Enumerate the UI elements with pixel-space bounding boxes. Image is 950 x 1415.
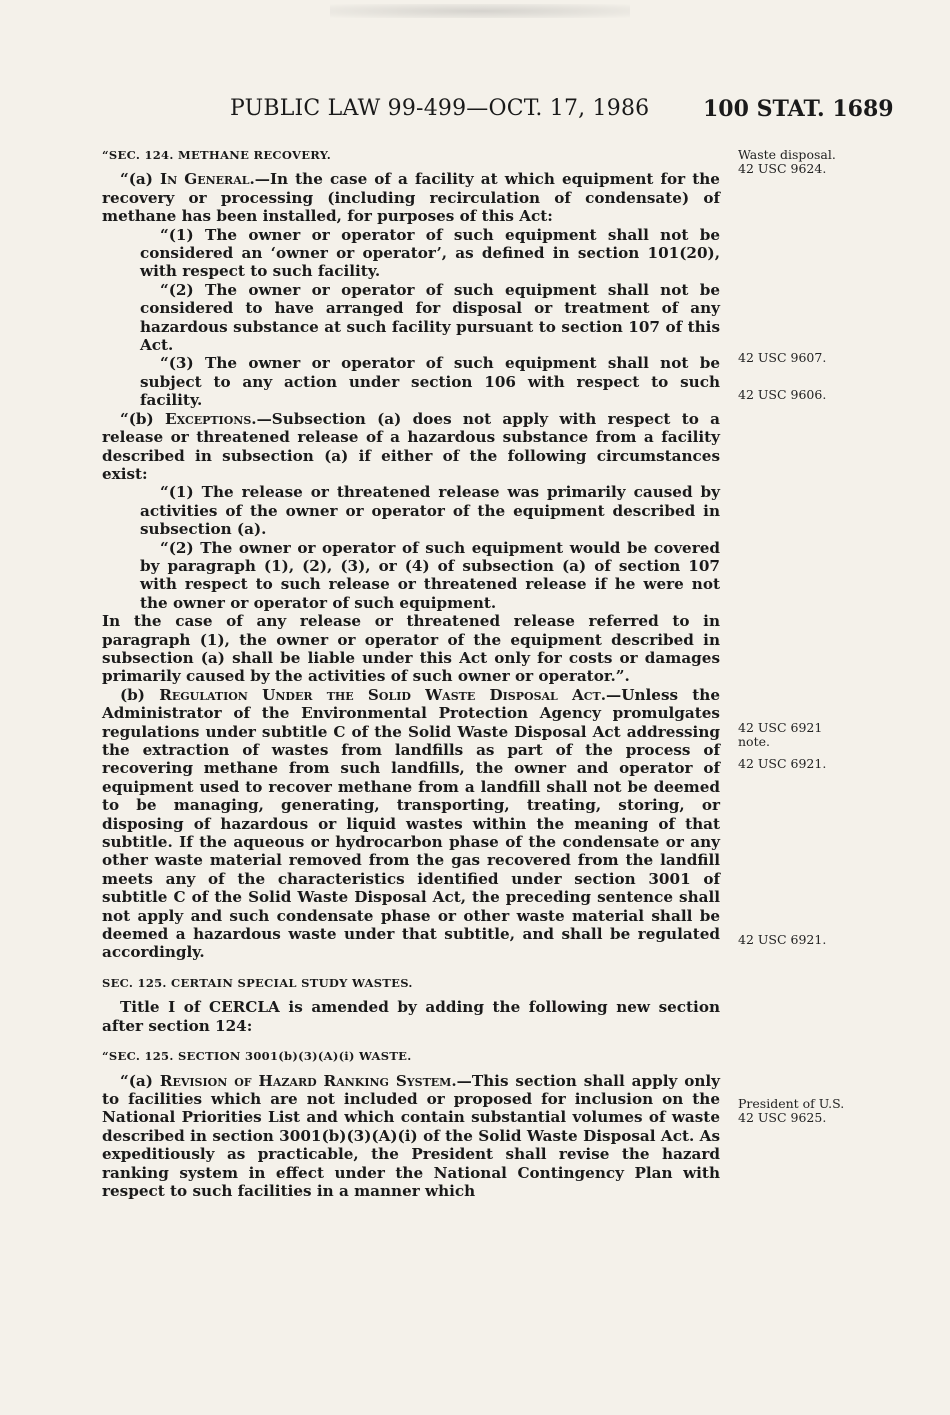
sec-124-b2: “(2) The owner or operator of such equipment would be covered by paragraph (1), (2), (3), or (4) of subsection (a) of section 107 with respect to such release or threatened release if he were not the owner or operator of such equipment. xyxy=(140,538,720,612)
sec-124-b1: “(1) The release or threatened release was primarily caused by activities of the owner or operator of the equipment described in subsection (a). xyxy=(140,483,720,539)
margin-note-6921-b: 42 USC 6921. xyxy=(738,932,827,947)
margin-note-9606: 42 USC 9606. xyxy=(738,387,827,402)
margin-note-9607: 42 USC 9607. xyxy=(738,350,827,365)
sec-125-a-head: Revision of Hazard Ranking System. xyxy=(159,1071,457,1090)
margin-note-president: President of U.S. 42 USC 9625. xyxy=(738,1096,845,1125)
sec-124-heading: “SEC. 124. METHANE RECOVERY. xyxy=(102,148,332,162)
sec-125-sub-heading: “SEC. 125. SECTION 3001(b)(3)(A)(i) WASTE. xyxy=(102,1049,412,1064)
sec-124-b: “(b) Exceptions.—Subsection (a) does not apply with respect to a release or threatened release of a hazardous substance from a facility described in subsection (a) if either of the following circumstances exist: xyxy=(102,409,721,483)
sec-124-a-head: In General. xyxy=(160,170,255,189)
margin-note-6921-note: 42 USC 6921 note. xyxy=(738,720,823,749)
sec-125-intro: Title I of CERCLA is amended by adding the following new section after section 124: xyxy=(102,998,720,1035)
sec-124-a3: “(3) The owner or operator of such equipment shall not be subject to any action under section 106 with respect to such facility. xyxy=(140,354,720,410)
page-header-stat: 100 STAT. 1689 xyxy=(703,96,894,122)
regulation-paragraph: (b) Regulation Under the Solid Waste Disposal Act.—Unless the Administrator of the Environmental Protection Agency promulgates regulations under subtitle C of the Solid Waste Disposal Act addressing the extraction of wastes from landfills as part of the process of recovering methane from such landfills, the owner and operator of equipment used to recover methane from a landfill shall not be deemed to be managing, generating, transporting, treating, storing, or disposing of hazardous or liquid wastes within the meaning of that subtitle. If the aqueous or hydrocarbon phase of the condensate or any other waste material removed from the gas recovered from the landfill meets any of the characteristics identified under section 3001 of subtitle C of the Solid Waste Disposal Act, the preceding sentence shall not apply and such condensate phase or other waste material shall be deemed a hazardous waste under that subtitle, and shall be regulated accordingly. xyxy=(102,685,721,962)
scan-artifact xyxy=(330,4,630,18)
sec-124-b-head: Exceptions. xyxy=(165,409,257,428)
document-body xyxy=(102,146,720,1200)
page-header-title: PUBLIC LAW 99-499—OCT. 17, 1986 xyxy=(230,96,650,121)
sec-124-a2: “(2) The owner or operator of such equipment shall not be considered to have arranged for disposal or treatment of any hazardous substance at such facility pursuant to section 107 of this Act. xyxy=(140,280,720,355)
sec-124-a: “(a) In General.—In the case of a facility at which equipment for the recovery or processing (including recirculation of condensate) of methane has been installed, for purposes of this Act: xyxy=(102,170,720,226)
sec-125-a: “(a) Revision of Hazard Ranking System.—This section shall apply only to facilities which are not included or proposed for inclusion on the National Priorities List and which contain substantial volumes of waste described in section 3001(b)(3)(A)(i) of the Solid Waste Disposal Act. As expeditiously as practicable, the President shall revise the hazard ranking system in effect under the National Contingency Plan with respect to such facilities in a manner which xyxy=(102,1071,720,1200)
margin-note-waste-disposal: Waste disposal. 42 USC 9624. xyxy=(738,147,836,176)
sec-124-a1: “(1) The owner or operator of such equipment shall not be considered an ‘owner or operator’, as defined in section 101(20), with respect to such facility. xyxy=(140,225,720,281)
sec-125-heading: SEC. 125. CERTAIN SPECIAL STUDY WASTES. xyxy=(102,975,413,990)
margin-note-6921-a: 42 USC 6921. xyxy=(738,756,827,771)
regulation-head: Regulation Under the Solid Waste Disposal Act. xyxy=(159,685,607,704)
sec-124-b-tail: In the case of any release or threatened release referred to in paragraph (1), the owner or operator of the equipment described in subsection (a) shall be liable under this Act only for costs or damages primarily caused by the activities of such owner or operator.”. xyxy=(102,612,720,686)
